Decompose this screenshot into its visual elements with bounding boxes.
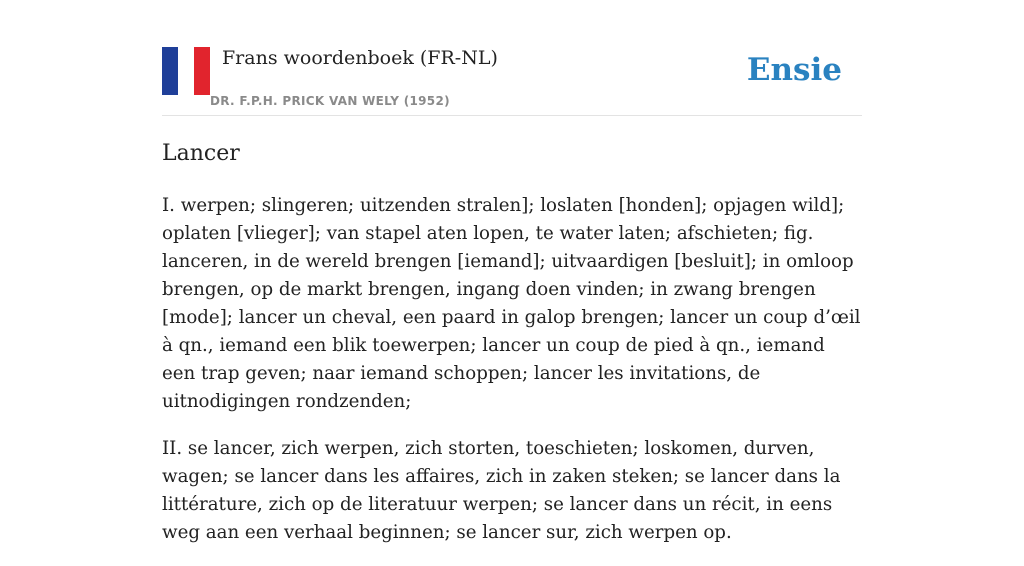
ensie-logo[interactable]: Ensie bbox=[746, 52, 842, 88]
flag-stripe-blue bbox=[162, 47, 178, 95]
flag-stripe-white bbox=[178, 47, 194, 95]
flag-stripe-red bbox=[194, 47, 210, 95]
definition-paragraph-2: II. se lancer, zich werpen, zich storten, toeschieten; loskomen, durven, wagen; se lancer dans les affaires, zich in zaken steken; se lancer dans la littérature, zich op de literatuur werpen; se lancer dans un récit, in eens weg aan een verhaal beginnen; se lancer sur, zich werpen op. bbox=[162, 438, 841, 543]
france-flag-icon bbox=[162, 47, 210, 95]
dictionary-header bbox=[162, 36, 862, 116]
definition-paragraph-1: I. werpen; slingeren; uitzenden stralen]; loslaten [honden]; opjagen wild]; oplaten [vlieger]; van stapel aten lopen, te water laten; afschieten; fig. lanceren, in de wereld brengen [iemand]; uitvaardigen [besluit]; in omloop brengen, op de markt brengen, ingang doen vinden; in zwang brengen [mode]; lancer un cheval, een paard in galop brengen; lancer un coup d’œil à qn., iemand een blik toewerpen; lancer un coup de pied à qn., iemand een trap geven; naar iemand schoppen; lancer les invitations, de uitnodigingen rondzenden; bbox=[162, 195, 861, 412]
entry-definition bbox=[162, 192, 862, 566]
dictionary-title[interactable]: Frans woordenboek (FR-NL) bbox=[222, 47, 498, 69]
dictionary-author: DR. F.P.H. PRICK VAN WELY (1952) bbox=[210, 94, 450, 108]
entry-headword: Lancer bbox=[162, 141, 240, 166]
